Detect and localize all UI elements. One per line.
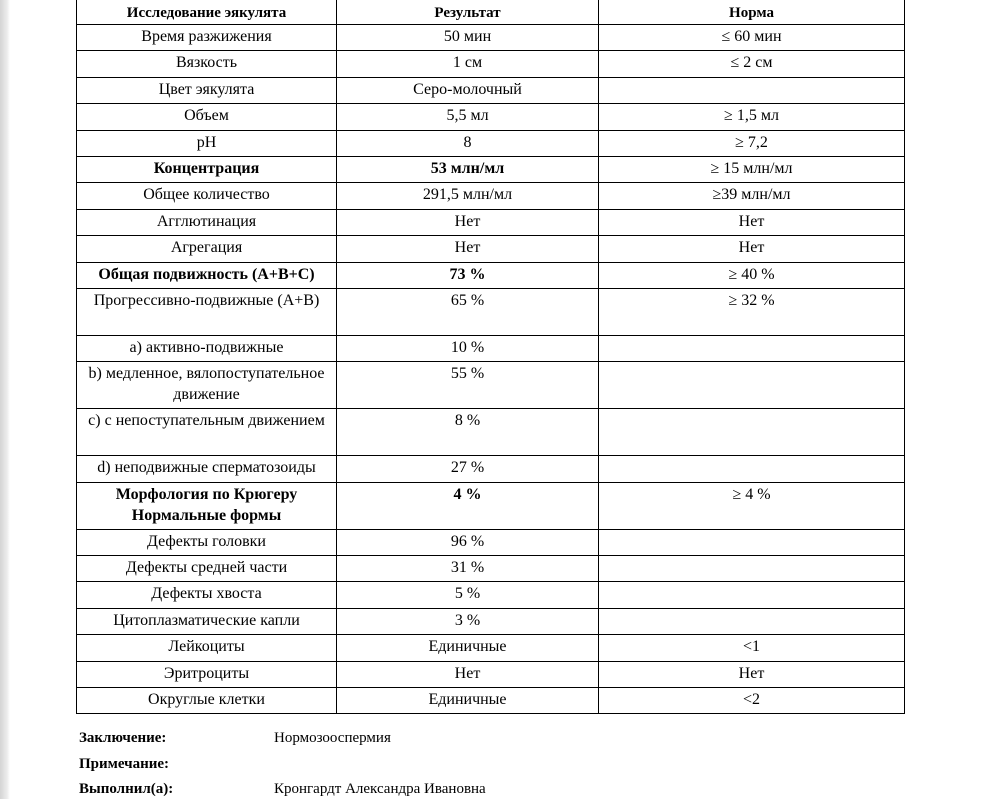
table-row	[77, 608, 905, 634]
table-row	[77, 529, 905, 555]
parameter-cell: Время разжижения	[77, 25, 337, 51]
header-result: Результат	[337, 0, 599, 25]
parameter-cell: Округлые клетки	[77, 688, 337, 714]
result-cell: Нет	[337, 661, 599, 687]
result-cell: 73 %	[337, 262, 599, 288]
norm-cell: ≥ 1,5 мл	[599, 104, 905, 130]
parameter-cell: Цвет эякулята	[77, 77, 337, 103]
parameter-cell: a) активно-подвижные	[77, 335, 337, 361]
header-norm: Норма	[599, 0, 905, 25]
result-cell: Единичные	[337, 688, 599, 714]
parameter-cell: Вязкость	[77, 51, 337, 77]
norm-cell: Нет	[599, 209, 905, 235]
parameter-cell: Дефекты средней части	[77, 556, 337, 582]
result-cell: 1 см	[337, 51, 599, 77]
result-cell: 4 %	[337, 482, 599, 529]
parameter-cell: pH	[77, 130, 337, 156]
performer-value: Кронгардт Александра Ивановна	[274, 781, 486, 797]
parameter-cell: Концентрация	[77, 156, 337, 182]
conclusion-value: Нормозооспермия	[274, 730, 391, 746]
table-row	[77, 130, 905, 156]
parameter-cell: Общая подвижность (A+B+C)	[77, 262, 337, 288]
norm-cell	[599, 582, 905, 608]
semen-analysis-table	[76, 0, 905, 714]
norm-cell	[599, 362, 905, 409]
result-cell: 96 %	[337, 529, 599, 555]
norm-cell: ≤ 2 см	[599, 51, 905, 77]
parameter-cell: Дефекты головки	[77, 529, 337, 555]
result-cell: 50 мин	[337, 25, 599, 51]
result-cell: 31 %	[337, 556, 599, 582]
norm-cell: ≥ 15 млн/мл	[599, 156, 905, 182]
parameter-cell: Цитоплазматические капли	[77, 608, 337, 634]
norm-cell	[599, 335, 905, 361]
table-row	[77, 156, 905, 182]
table-row	[77, 335, 905, 361]
result-cell: Нет	[337, 236, 599, 262]
norm-cell	[599, 556, 905, 582]
table-row	[77, 25, 905, 51]
parameter-cell: Прогрессивно-подвижные (A+B)	[77, 288, 337, 335]
result-cell: 3 %	[337, 608, 599, 634]
norm-cell	[599, 608, 905, 634]
parameter-cell: d) неподвижные сперматозоиды	[77, 456, 337, 482]
parameter-cell: Морфология по Крюгеру Нормальные формы	[77, 482, 337, 529]
parameter-cell: Лейкоциты	[77, 635, 337, 661]
norm-cell	[599, 456, 905, 482]
norm-cell: ≥ 32 %	[599, 288, 905, 335]
table-row	[77, 77, 905, 103]
result-cell: 5,5 мл	[337, 104, 599, 130]
result-cell: 65 %	[337, 288, 599, 335]
norm-cell	[599, 529, 905, 555]
norm-cell	[599, 409, 905, 456]
result-cell: Серо-молочный	[337, 77, 599, 103]
norm-cell: ≥ 40 %	[599, 262, 905, 288]
table-body	[77, 25, 905, 714]
result-cell: 5 %	[337, 582, 599, 608]
result-cell: 53 млн/мл	[337, 156, 599, 182]
result-cell: 27 %	[337, 456, 599, 482]
performer-label: Выполнил(а):	[79, 781, 174, 797]
table-row	[77, 104, 905, 130]
table-header-row	[77, 0, 905, 25]
table-row	[77, 582, 905, 608]
header-parameter: Исследование эякулята	[77, 0, 337, 25]
result-cell: 10 %	[337, 335, 599, 361]
norm-cell: ≥ 4 %	[599, 482, 905, 529]
result-cell: Нет	[337, 209, 599, 235]
result-cell: 8 %	[337, 409, 599, 456]
parameter-cell: Агглютинация	[77, 209, 337, 235]
parameter-cell: Агрегация	[77, 236, 337, 262]
conclusion-label: Заключение:	[79, 730, 167, 746]
table-row	[77, 482, 905, 529]
table-row	[77, 362, 905, 409]
result-cell: 291,5 млн/мл	[337, 183, 599, 209]
parameter-cell: Дефекты хвоста	[77, 582, 337, 608]
table-row	[77, 288, 905, 335]
table-row	[77, 262, 905, 288]
table-row	[77, 556, 905, 582]
table-row	[77, 409, 905, 456]
parameter-cell: Объем	[77, 104, 337, 130]
table-row	[77, 661, 905, 687]
result-cell: Единичные	[337, 635, 599, 661]
table-row	[77, 236, 905, 262]
table-row	[77, 688, 905, 714]
norm-cell: Нет	[599, 236, 905, 262]
norm-cell: <2	[599, 688, 905, 714]
table-row	[77, 209, 905, 235]
parameter-cell: Общее количество	[77, 183, 337, 209]
parameter-cell: b) медленное, вялопоступательное движение	[77, 362, 337, 409]
result-cell: 55 %	[337, 362, 599, 409]
norm-cell	[599, 77, 905, 103]
norm-cell: ≤ 60 мин	[599, 25, 905, 51]
viewer-edge	[0, 0, 10, 799]
norm-cell: ≥ 7,2	[599, 130, 905, 156]
parameter-cell: Эритроциты	[77, 661, 337, 687]
result-cell: 8	[337, 130, 599, 156]
norm-cell: <1	[599, 635, 905, 661]
table-row	[77, 51, 905, 77]
norm-cell: Нет	[599, 661, 905, 687]
parameter-cell: c) с непоступательным движением	[77, 409, 337, 456]
table-row	[77, 635, 905, 661]
note-label: Примечание:	[79, 756, 170, 772]
table-row	[77, 456, 905, 482]
table-row	[77, 183, 905, 209]
norm-cell: ≥39 млн/мл	[599, 183, 905, 209]
